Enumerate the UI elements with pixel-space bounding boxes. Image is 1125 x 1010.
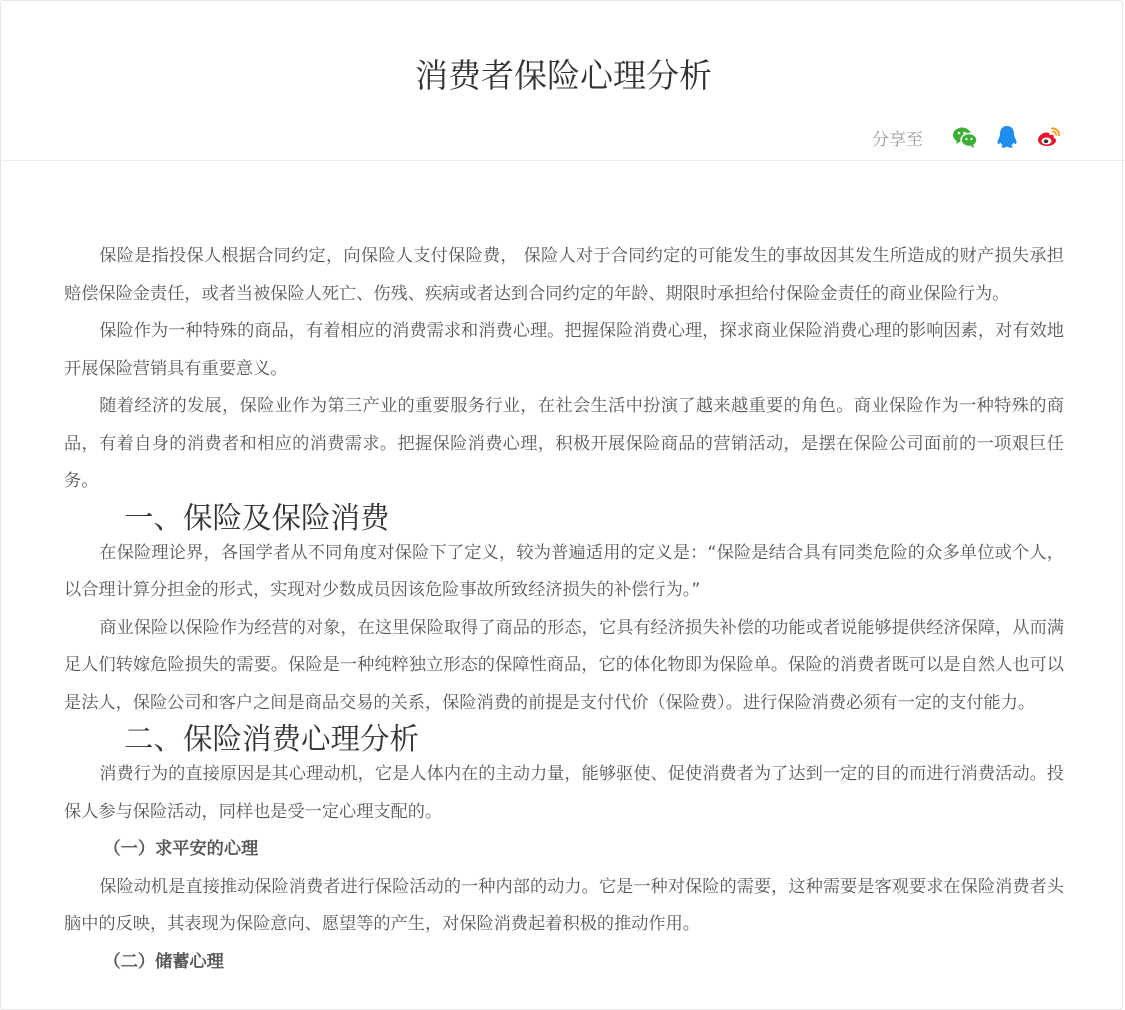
article-header [2,2,1125,161]
paragraph: 保险是指投保人根据合同约定，向保险人支付保险费， 保险人对于合同约定的可能发生的事故因其发生所造成的财产损失承担赔偿保险金责任，或者当被保险人死亡、伤残、疾病或者达到合同约定的年龄、期限时承担给付保险金责任的商业保险行为。 [64,246,1064,304]
paragraph: 在保险理论界，各国学者从不同角度对保险下了定义，较为普遍适用的定义是：“保险是结合具有同类危险的众多单位或个人，以合理计算分担金的形式，实现对少数成员因该危险事故所致经济损失的补偿行为。” [64,542,1064,600]
paragraph: 保险作为一种特殊的商品，有着相应的消费需求和消费心理。把握保险消费心理，探求商业保险消费心理的影响因素，对有效地开展保险营销具有重要意义。 [64,321,1064,379]
share-bar [872,122,1063,152]
article-title: 消费者保险心理分析 [415,56,712,95]
share-label: 分享至 [872,129,923,150]
weibo-icon[interactable] [1035,123,1063,151]
subsection-heading: （一）求平安的心理 [103,839,259,859]
qq-icon[interactable] [993,123,1021,151]
paragraph: 消费行为的直接原因是其心理动机，它是人体内在的主动力量，能够驱使、促使消费者为了达到一定的目的而进行消费活动。投保人参与保险活动，同样也是受一定心理支配的。 [64,764,1064,822]
section-heading: 二、保险消费心理分析 [124,722,420,756]
paragraph: 保险动机是直接推动保险消费者进行保险活动的一种内部的动力。它是一种对保险的需要，这种需要是客观要求在保险消费者头脑中的反映，其表现为保险意向、愿望等的产生，对保险消费起着积极的推动作用。 [64,876,1064,934]
subsection-heading: （二）储蓄心理 [103,951,224,972]
wechat-icon[interactable] [951,123,979,151]
paragraph: 商业保险以保险作为经营的对象，在这里保险取得了商品的形态，它具有经济损失补偿的功能或者说能够提供经济保障，从而满足人们转嫁危险损失的需要。保险是一种纯粹独立形态的保障性商品，它的体化物即为保险单。保险的消费者既可以是自然人也可以是法人，保险公司和客户之间是商品交易的关系，保险消费的前提是支付代价（保险费）。进行保险消费必须有一定的支付能力。 [64,617,1064,713]
article-body [64,238,1064,981]
section-heading: 一、保险及保险消费 [124,500,390,535]
paragraph: 随着经济的发展，保险业作为第三产业的重要服务行业，在社会生活中扮演了越来越重要的角色。商业保险作为一种特殊的商品，有着自身的消费者和相应的消费需求。把握保险消费心理，积极开展保险商品的营销活动，是摆在保险公司面前的一项艰巨任务。 [64,396,1064,491]
